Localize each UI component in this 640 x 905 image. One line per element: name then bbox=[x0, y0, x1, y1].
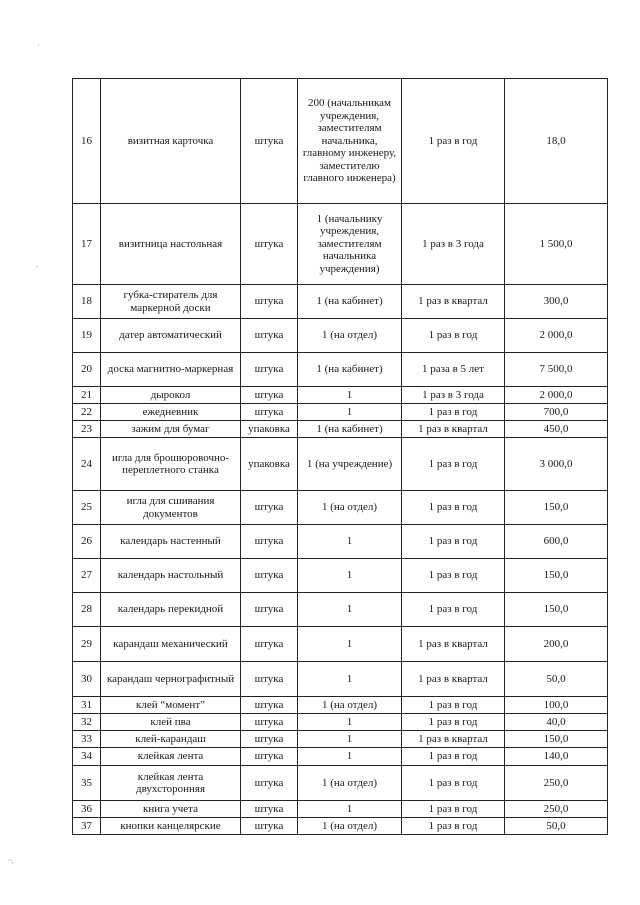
table-row bbox=[73, 801, 608, 818]
item-name: календарь настенный bbox=[101, 525, 241, 559]
item-name: зажим для бумаг bbox=[101, 421, 241, 438]
price-cell: 3 000,0 bbox=[505, 438, 608, 491]
table-row bbox=[73, 421, 608, 438]
unit-cell: штука bbox=[241, 766, 298, 801]
table-row bbox=[73, 353, 608, 387]
frequency-cell: 1 раз в год bbox=[402, 593, 505, 627]
quantity-cell: 1 (на отдел) bbox=[298, 818, 402, 835]
frequency-cell: 1 раз в год bbox=[402, 559, 505, 593]
table-row bbox=[73, 79, 608, 204]
unit-cell: штука bbox=[241, 559, 298, 593]
frequency-cell: 1 раз в год bbox=[402, 79, 505, 204]
row-number: 18 bbox=[73, 285, 101, 319]
price-cell: 300,0 bbox=[505, 285, 608, 319]
quantity-cell: 1 bbox=[298, 627, 402, 662]
row-number: 37 bbox=[73, 818, 101, 835]
frequency-cell: 1 раз в год bbox=[402, 818, 505, 835]
quantity-cell: 1 (на кабинет) bbox=[298, 285, 402, 319]
row-number: 35 bbox=[73, 766, 101, 801]
item-name: визитная карточка bbox=[101, 79, 241, 204]
price-cell: 150,0 bbox=[505, 593, 608, 627]
row-number: 29 bbox=[73, 627, 101, 662]
price-cell: 450,0 bbox=[505, 421, 608, 438]
unit-cell: штука bbox=[241, 204, 298, 285]
frequency-cell: 1 раз в квартал bbox=[402, 662, 505, 697]
item-name: визитница настольная bbox=[101, 204, 241, 285]
unit-cell: штука bbox=[241, 662, 298, 697]
table-row bbox=[73, 818, 608, 835]
item-name: карандаш механический bbox=[101, 627, 241, 662]
frequency-cell: 1 раз в год bbox=[402, 801, 505, 818]
frequency-cell: 1 раз в квартал bbox=[402, 627, 505, 662]
quantity-cell: 1 (на отдел) bbox=[298, 766, 402, 801]
unit-cell: штука bbox=[241, 593, 298, 627]
quantity-cell: 1 (начальнику учреждения, заместителям начальника учреждения) bbox=[298, 204, 402, 285]
quantity-cell: 1 bbox=[298, 404, 402, 421]
scan-speck: ~, bbox=[8, 857, 14, 865]
item-name: клей “момент” bbox=[101, 697, 241, 714]
unit-cell: штука bbox=[241, 697, 298, 714]
row-number: 16 bbox=[73, 79, 101, 204]
quantity-cell: 1 bbox=[298, 387, 402, 404]
item-name: датер автоматический bbox=[101, 319, 241, 353]
price-cell: 2 000,0 bbox=[505, 387, 608, 404]
scan-speck: , bbox=[36, 261, 38, 269]
quantity-cell: 200 (начальникам учреждения, заместителям начальника, главному инженеру, заместителю главного инженера) bbox=[298, 79, 402, 204]
unit-cell: штука bbox=[241, 731, 298, 748]
quantity-cell: 1 bbox=[298, 559, 402, 593]
quantity-cell: 1 (на отдел) bbox=[298, 491, 402, 525]
quantity-cell: 1 bbox=[298, 748, 402, 766]
row-number: 30 bbox=[73, 662, 101, 697]
item-name: клейкая лента bbox=[101, 748, 241, 766]
table-row bbox=[73, 662, 608, 697]
quantity-cell: 1 bbox=[298, 525, 402, 559]
row-number: 27 bbox=[73, 559, 101, 593]
item-name: доска магнитно-маркерная bbox=[101, 353, 241, 387]
unit-cell: штука bbox=[241, 491, 298, 525]
frequency-cell: 1 раз в год bbox=[402, 491, 505, 525]
row-number: 22 bbox=[73, 404, 101, 421]
table-row bbox=[73, 525, 608, 559]
table-row bbox=[73, 748, 608, 766]
price-cell: 40,0 bbox=[505, 714, 608, 731]
row-number: 28 bbox=[73, 593, 101, 627]
unit-cell: штука bbox=[241, 353, 298, 387]
frequency-cell: 1 раз в год bbox=[402, 525, 505, 559]
quantity-cell: 1 bbox=[298, 662, 402, 697]
unit-cell: штука bbox=[241, 627, 298, 662]
unit-cell: штука bbox=[241, 319, 298, 353]
item-name: губка-стиратель для маркерной доски bbox=[101, 285, 241, 319]
frequency-cell: 1 раз в год bbox=[402, 404, 505, 421]
row-number: 19 bbox=[73, 319, 101, 353]
price-cell: 200,0 bbox=[505, 627, 608, 662]
price-cell: 7 500,0 bbox=[505, 353, 608, 387]
table-row bbox=[73, 404, 608, 421]
unit-cell: штука bbox=[241, 525, 298, 559]
row-number: 17 bbox=[73, 204, 101, 285]
table-row bbox=[73, 731, 608, 748]
table-row bbox=[73, 387, 608, 404]
row-number: 25 bbox=[73, 491, 101, 525]
table-row bbox=[73, 766, 608, 801]
item-name: клей-карандаш bbox=[101, 731, 241, 748]
price-cell: 140,0 bbox=[505, 748, 608, 766]
frequency-cell: 1 раз в год bbox=[402, 319, 505, 353]
price-cell: 1 500,0 bbox=[505, 204, 608, 285]
table-row bbox=[73, 491, 608, 525]
table-row bbox=[73, 319, 608, 353]
row-number: 31 bbox=[73, 697, 101, 714]
quantity-cell: 1 (на отдел) bbox=[298, 697, 402, 714]
row-number: 26 bbox=[73, 525, 101, 559]
price-cell: 250,0 bbox=[505, 801, 608, 818]
price-cell: 150,0 bbox=[505, 559, 608, 593]
price-cell: 600,0 bbox=[505, 525, 608, 559]
table-row bbox=[73, 593, 608, 627]
item-name: карандаш черногрaфитный bbox=[101, 662, 241, 697]
table-row bbox=[73, 285, 608, 319]
frequency-cell: 1 раз в год bbox=[402, 748, 505, 766]
price-cell: 2 000,0 bbox=[505, 319, 608, 353]
unit-cell: штука bbox=[241, 387, 298, 404]
quantity-cell: 1 (на учреждение) bbox=[298, 438, 402, 491]
row-number: 21 bbox=[73, 387, 101, 404]
table-row bbox=[73, 204, 608, 285]
row-number: 33 bbox=[73, 731, 101, 748]
row-number: 20 bbox=[73, 353, 101, 387]
row-number: 34 bbox=[73, 748, 101, 766]
quantity-cell: 1 bbox=[298, 593, 402, 627]
price-cell: 50,0 bbox=[505, 818, 608, 835]
table-row bbox=[73, 438, 608, 491]
price-cell: 150,0 bbox=[505, 491, 608, 525]
item-name: кнопки канцелярские bbox=[101, 818, 241, 835]
row-number: 32 bbox=[73, 714, 101, 731]
item-name: календарь перекидной bbox=[101, 593, 241, 627]
row-number: 36 bbox=[73, 801, 101, 818]
quantity-cell: 1 bbox=[298, 731, 402, 748]
unit-cell: упаковка bbox=[241, 438, 298, 491]
item-name: дырокол bbox=[101, 387, 241, 404]
frequency-cell: 1 раз в год bbox=[402, 714, 505, 731]
unit-cell: штука bbox=[241, 79, 298, 204]
table-row bbox=[73, 697, 608, 714]
quantity-cell: 1 bbox=[298, 714, 402, 731]
table-row bbox=[73, 559, 608, 593]
table-body bbox=[73, 79, 608, 835]
frequency-cell: 1 раз в квартал bbox=[402, 731, 505, 748]
item-name: игла для сшивания документов bbox=[101, 491, 241, 525]
unit-cell: штука bbox=[241, 285, 298, 319]
row-number: 24 bbox=[73, 438, 101, 491]
quantity-cell: 1 bbox=[298, 801, 402, 818]
quantity-cell: 1 (на кабинет) bbox=[298, 421, 402, 438]
unit-cell: штука bbox=[241, 748, 298, 766]
unit-cell: штука bbox=[241, 714, 298, 731]
quantity-cell: 1 (на отдел) bbox=[298, 319, 402, 353]
price-cell: 50,0 bbox=[505, 662, 608, 697]
price-cell: 18,0 bbox=[505, 79, 608, 204]
item-name: игла для брошюровочно-переплетного станка bbox=[101, 438, 241, 491]
item-name: клей пва bbox=[101, 714, 241, 731]
quantity-cell: 1 (на кабинет) bbox=[298, 353, 402, 387]
item-name: книга учета bbox=[101, 801, 241, 818]
unit-cell: штука bbox=[241, 818, 298, 835]
unit-cell: штука bbox=[241, 404, 298, 421]
frequency-cell: 1 раз в 3 года bbox=[402, 204, 505, 285]
row-number: 23 bbox=[73, 421, 101, 438]
frequency-cell: 1 раз в год bbox=[402, 697, 505, 714]
frequency-cell: 1 раз в 3 года bbox=[402, 387, 505, 404]
price-cell: 150,0 bbox=[505, 731, 608, 748]
item-name: ежедневник bbox=[101, 404, 241, 421]
frequency-cell: 1 раз в квартал bbox=[402, 421, 505, 438]
frequency-cell: 1 раза в 5 лет bbox=[402, 353, 505, 387]
frequency-cell: 1 раз в год bbox=[402, 766, 505, 801]
unit-cell: штука bbox=[241, 801, 298, 818]
supplies-table bbox=[72, 78, 608, 835]
item-name: клейкая лента двухсторонняя bbox=[101, 766, 241, 801]
table-row bbox=[73, 627, 608, 662]
scan-speck: ' bbox=[38, 43, 40, 51]
price-cell: 250,0 bbox=[505, 766, 608, 801]
price-cell: 100,0 bbox=[505, 697, 608, 714]
price-cell: 700,0 bbox=[505, 404, 608, 421]
item-name: календарь настольный bbox=[101, 559, 241, 593]
frequency-cell: 1 раз в год bbox=[402, 438, 505, 491]
unit-cell: упаковка bbox=[241, 421, 298, 438]
frequency-cell: 1 раз в квартал bbox=[402, 285, 505, 319]
table-row bbox=[73, 714, 608, 731]
